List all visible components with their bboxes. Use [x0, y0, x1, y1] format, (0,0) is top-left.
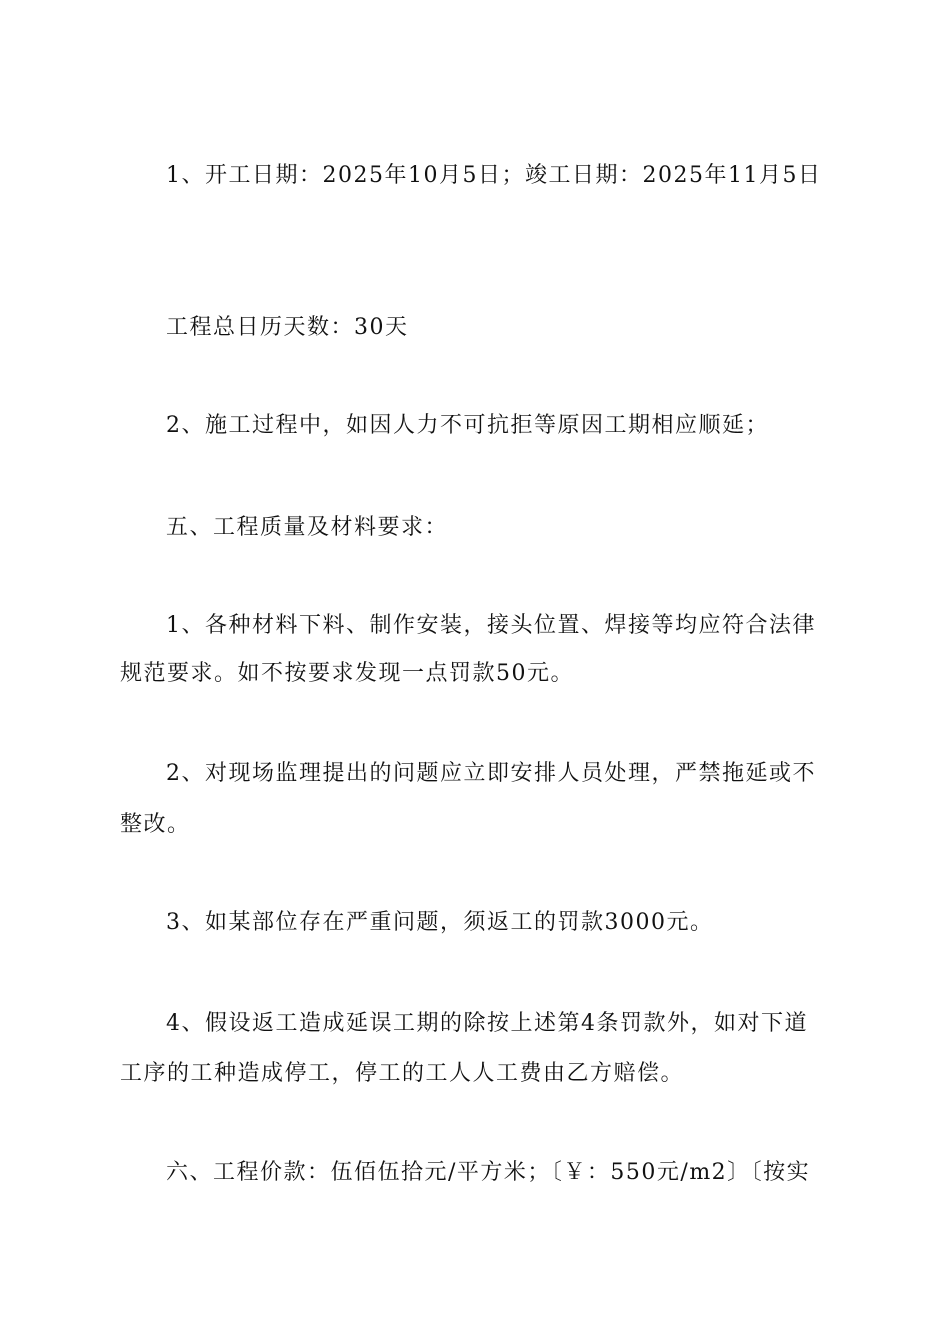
quality-item-1-line-1: 1、各种材料下料、制作安装，接头位置、焊接等均应符合法律: [166, 613, 816, 638]
quality-item-2-line-1: 2、对现场监理提出的问题应立即安排人员处理，严禁拖延或不: [166, 761, 816, 786]
quality-item-3-line: 3、如某部位存在严重问题，须返工的罚款3000元。: [166, 910, 714, 935]
quality-item-2-line-2: 整改。: [120, 812, 191, 837]
total-days-line: 工程总日历天数：30天: [166, 315, 409, 340]
delay-clause-line: 2、施工过程中，如因人力不可抗拒等原因工期相应顺延；: [166, 413, 769, 438]
section-heading-quality: 五、工程质量及材料要求：: [166, 515, 449, 540]
quality-item-1-line-2: 规范要求。如不按要求发现一点罚款50元。: [120, 661, 574, 686]
schedule-dates-line: 1、开工日期：2025年10月5日；竣工日期：2025年11月5日: [166, 163, 822, 188]
quality-item-4-line-2: 工序的工种造成停工，停工的工人人工费由乙方赔偿。: [120, 1061, 685, 1086]
quality-item-4-line-1: 4、假设返工造成延误工期的除按上述第4条罚款外，如对下道: [166, 1011, 808, 1036]
section-heading-price: 六、工程价款：伍佰伍拾元/平方米；〔￥：550元/m2〕〔按实: [166, 1160, 811, 1185]
